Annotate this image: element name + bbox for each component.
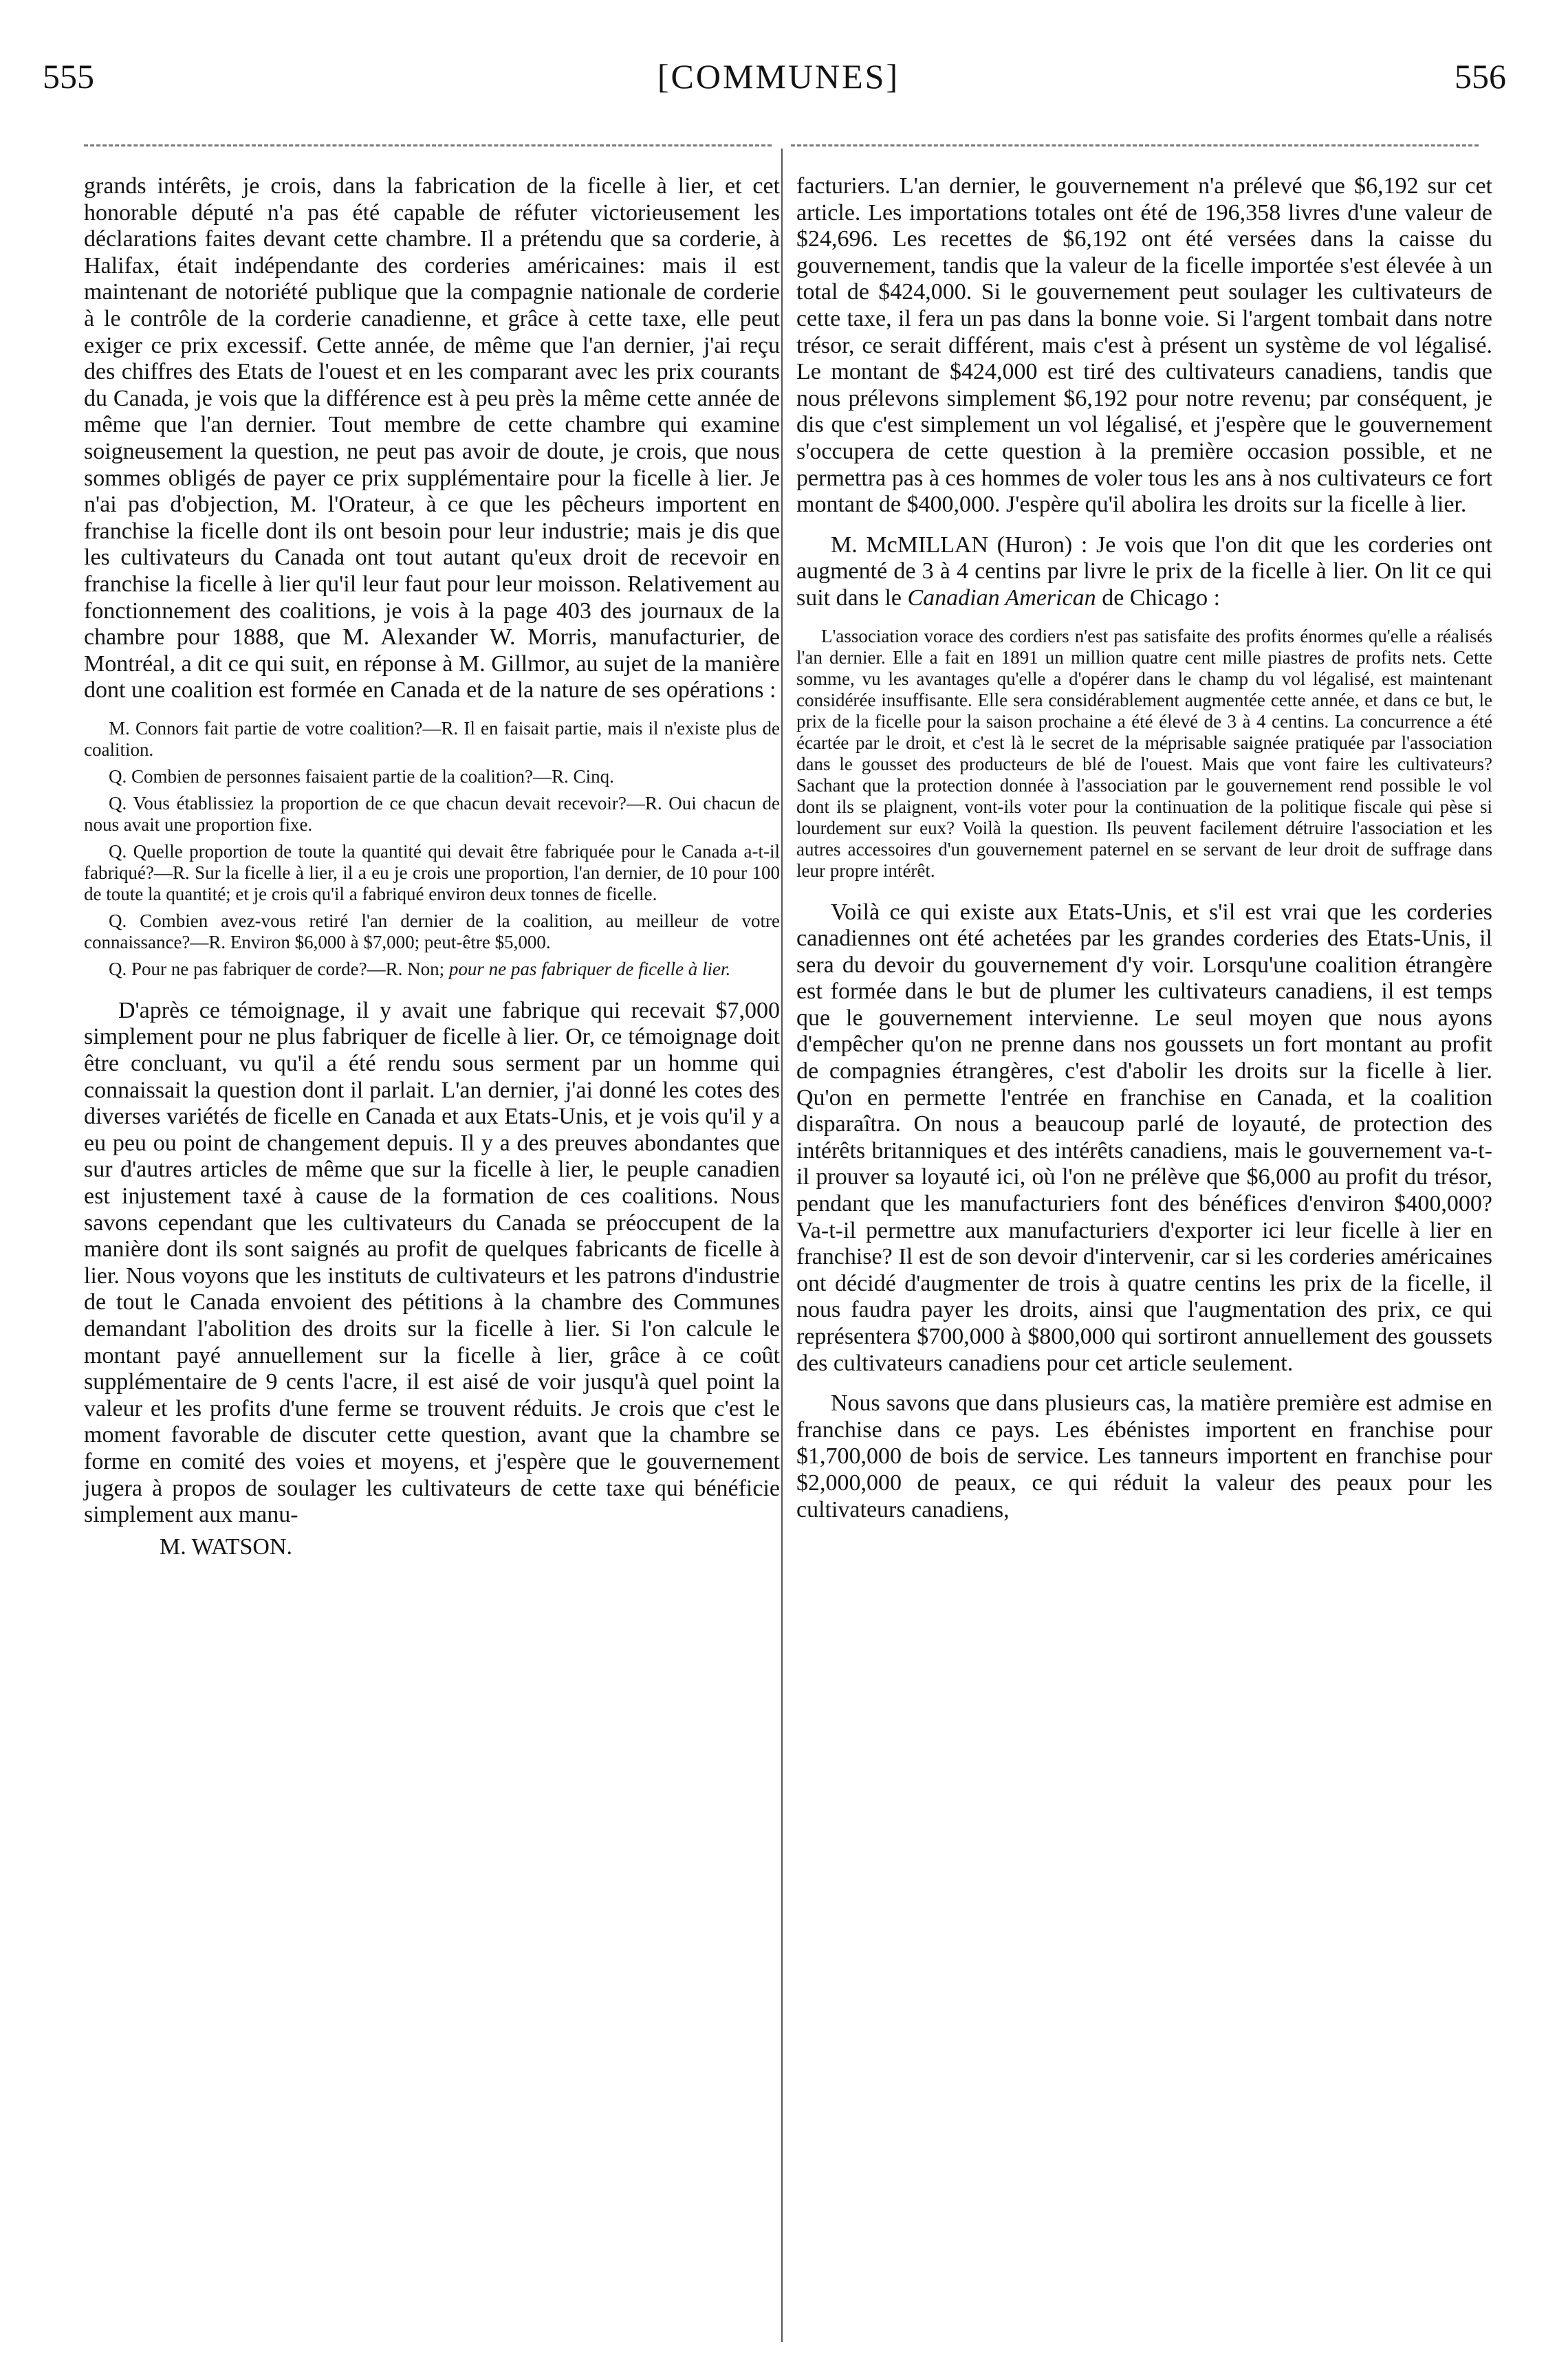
testimony-q4: Q. Quelle proportion de toute la quantité qui devait être fabriquée pour le Canada a-t-il fabriqué?—R. Sur la ficelle à lier, il a eu je crois une proportion, l'an dernier, de 10 pour 100 de toute la quantité; et je crois qu'il a fabriqué environ deux tonnes de ficelle.	[84, 840, 780, 904]
testimony-block	[84, 718, 780, 980]
newspaper-quote-block	[796, 626, 1492, 882]
testimony-q6-text: Q. Pour ne pas fabriquer de corde?—R. Non;	[109, 958, 449, 979]
testimony-q5: Q. Combien avez-vous retiré l'an dernier de la coalition, au meilleur de votre connaissance?—R. Environ $6,000 à $7,000; peut-être $5,000.	[84, 910, 780, 952]
right-column	[796, 173, 1492, 1537]
column-divider	[781, 149, 783, 2342]
left-paragraph-1: grands intérêts, je crois, dans la fabrication de la ficelle à lier, et cet honorable député n'a pas été capable de réfuter victorieusement les déclarations faites devant cette chambre. Il a prétendu que sa corderie, à Halifax, était indépendante des corderies américaines: mais il est maintenant de notoriété publique que la compagnie nationale de corderie à le contrôle de la corderie canadienne, et grâce à cette taxe, elle peut exiger ce prix excessif. Cette année, de même que l'an dernier, j'ai reçu des chiffres des Etats de l'ouest et en les comparant avec les prix courants du Canada, je vois que la différence est à peu près la même cette année de même que l'an dernier. Tout membre de cette chambre qui examine soigneusement la question, ne peut pas avoir de doute, je crois, que nous sommes obligés de payer ce prix supplémentaire pour la ficelle à lier. Je n'ai pas d'objection, M. l'Orateur, à ce que les pêcheurs importent en franchise la ficelle dont ils ont besoin pour leur industrie; mais je dis que les cultivateurs du Canada ont tout autant qu'eux droit de recevoir en franchise la ficelle à lier qu'il leur faut pour leur moisson. Relativement au fonctionnement des coalitions, je vois à la page 403 des journaux de la chambre pour 1888, que M. Alexander W. Morris, manufacturier, de Montréal, a dit ce qui suit, en réponse à M. Gillmor, au sujet de la manière dont une coalition est formée en Canada et de la nature de ses opérations :	[84, 173, 780, 703]
testimony-q2: Q. Combien de personnes faisaient partie de la coalition?—R. Cinq.	[109, 765, 614, 787]
left-paragraph-2: D'après ce témoignage, il y avait une fabrique qui recevait $7,000 simplement pour ne plus fabriquer de ficelle à lier. Or, ce témoignage doit être concluant, vu qu'il a été rendu sous serment par un homme qui connaissait la question dont il parlait. L'an dernier, j'ai donné les cotes des diverses variétés de ficelle en Canada et aux Etats-Unis, et je vois qu'il y a eu peu ou point de changement depuis. Il y a des preuves abondantes que sur d'autres articles de même que sur la ficelle à lier, le peuple canadien est injustement taxé à cause de la formation de ces coalitions. Nous savons cependant que les cultivateurs du Canada se préoccupent de la manière dont ils sont saignés au profit de quelques fabricants de ficelle à lier. Nous voyons que les instituts de cultivateurs et les patrons d'industrie de tout le Canada envoient des pétitions à la chambre des Communes demandant l'abolition des droits sur la ficelle à lier. Si l'on calcule le montant payé annuellement sur la ficelle à lier, grâce à ce coût supplémentaire de 9 cents l'acre, il est aisé de voir jusqu'à quel point la valeur et les profits d'une ferme se trouvent réduits. Je crois que c'est le moment favorable de discuter cette question, avant que la chambre se forme en comité des voies et moyens, et j'espère que le gouvernement jugera à propos de soulager les cultivateurs de cette taxe qui bénéficie simplement aux manu-	[84, 997, 780, 1528]
testimony-q6-italic: pour ne pas fabriquer de ficelle à lier.	[448, 958, 731, 979]
right-paragraph-3: Voilà ce qui existe aux Etats-Unis, et s'il est vrai que les corderies canadiennes ont été achetées par les grandes corderies des Etats-Unis, il sera du devoir du gouvernement d'y voir. Lorsqu'une coalition étrangère est formée dans le but de plumer les cultivateurs canadiens, il est temps que le gouvernement intervienne. Le seul moyen que nous ayons d'empêcher qu'on ne prenne dans nos goussets un fort montant au profit de compagnies étrangères, c'est d'abolir les droits sur la ficelle à lier. Qu'on en permette l'entrée en franchise en Canada, et la coalition disparaîtra. On nous a beaucoup parlé de loyauté, de protection des intérêts britanniques et des intérêts canadiens, mais le gouvernement va-t-il prouver sa loyauté ici, où l'on ne prélève que $6,000 au profit du trésor, pendant que les manufacturiers font des bénéfices d'environ $400,000? Va-t-il permettre aux manufacturiers d'exporter ici leur ficelle à lier en franchise? Il est de son devoir d'intervenir, car si les corderies américaines ont décidé d'augmenter de trois à quatre centins les prix de la ficelle, il nous faudra payer les droits, ainsi que l'augmentation des prix, ce qui représentera $700,000 à $800,000 qui sortiront annuellement des goussets des cultivateurs canadiens pour cet article seulement.	[796, 899, 1492, 1376]
right-paragraph-2-start: M. McMILLAN (Huron) : Je vois que l'on dit que les corderies ont augmenté de 3 à 4 centins par livre le prix de la ficelle à lier. On lit ce qui suit dans le	[796, 532, 1492, 611]
left-column	[84, 173, 780, 1574]
testimony-q1: M. Connors fait partie de votre coalition?—R. Il en faisait partie, mais il n'existe plus de coalition.	[84, 717, 780, 760]
testimony-q6	[84, 959, 780, 980]
page-number-right: 556	[1455, 57, 1506, 96]
right-paragraph-2-end: de Chicago :	[1096, 585, 1221, 611]
page-header	[0, 54, 1557, 102]
header-rule-right	[791, 144, 1479, 146]
speaker-signature: M. WATSON.	[160, 1533, 293, 1560]
header-title: [COMMUNES]	[657, 57, 900, 96]
header-rule-left	[84, 144, 772, 146]
right-paragraph-1: facturiers. L'an dernier, le gouvernement n'a prélevé que $6,192 sur cet article. Les importations totales ont été de 196,358 livres d'une valeur de $24,696. Les recettes de $6,192 ont été versées dans la caisse du gouvernement, tandis que la valeur de la ficelle importée s'est élevée à un total de $424,000. Si le gouvernement peut soulager les cultivateurs de cette taxe, il fera un pas dans la bonne voie. Si l'argent tombait dans notre trésor, ce serait différent, mais c'est à présent un système de vol légalisé. Le montant de $424,000 est tiré des cultivateurs canadiens, tandis que nous prélevons simplement $6,192 pour notre revenu; par conséquent, je dis que c'est simplement un vol légalisé, et j'espère que le gouvernement s'occupera de cette question à la première occasion possible, et ne permettra pas à ces hommes de voler tous les ans à nos cultivateurs ce fort montant de $400,000. J'espère qu'il abolira les droits sur la ficelle à lier.	[796, 173, 1492, 518]
testimony-q3: Q. Vous établissiez la proportion de ce que chacun devait recevoir?—R. Oui chacun de nous avait une proportion fixe.	[84, 792, 780, 835]
right-paragraph-2	[796, 532, 1492, 612]
publication-name: Canadian American	[907, 585, 1096, 611]
page-number-left: 555	[43, 57, 94, 96]
newspaper-quote: L'association vorace des cordiers n'est pas satisfaite des profits énormes qu'elle a réalisés l'an dernier. Elle a fait en 1891 un million quatre cent mille piastres de profits nets. Cette somme, vu les avantages qu'elle a d'opérer dans le champ du vol légalisé, est maintenant considérée insuffisante. Elle sera considérablement augmentée cette année, et dans ce but, le prix de la ficelle pour la saison prochaine a été élevé de 3 à 4 centins. La concurrence a été écartée par le droit, et c'est là le secret de la méprisable saignée pratiquée par l'association dans le gousset des producteurs de blé de l'ouest. Mais que vont faire les cultivateurs? Sachant que la protection donnée à l'association par le gouvernement rend possible le vol dont ils se plaignent, vont-ils voter pour la continuation de la politique fiscale qui pèse si lourdement sur eux? Voilà la question. Ils peuvent facilement détruire l'association et les autres accessoires d'un gouvernement paternel en se servant de leur droit de suffrage dans leur propre intérêt.	[796, 625, 1492, 881]
right-paragraph-4: Nous savons que dans plusieurs cas, la matière première est admise en franchise dans ce pays. Les ébénistes importent en franchise pour $1,700,000 de bois de service. Les tanneurs importent en franchise pour $2,000,000 de peaux, ce qui réduit la valeur des peaux pour les cultivateurs canadiens,	[796, 1390, 1492, 1522]
